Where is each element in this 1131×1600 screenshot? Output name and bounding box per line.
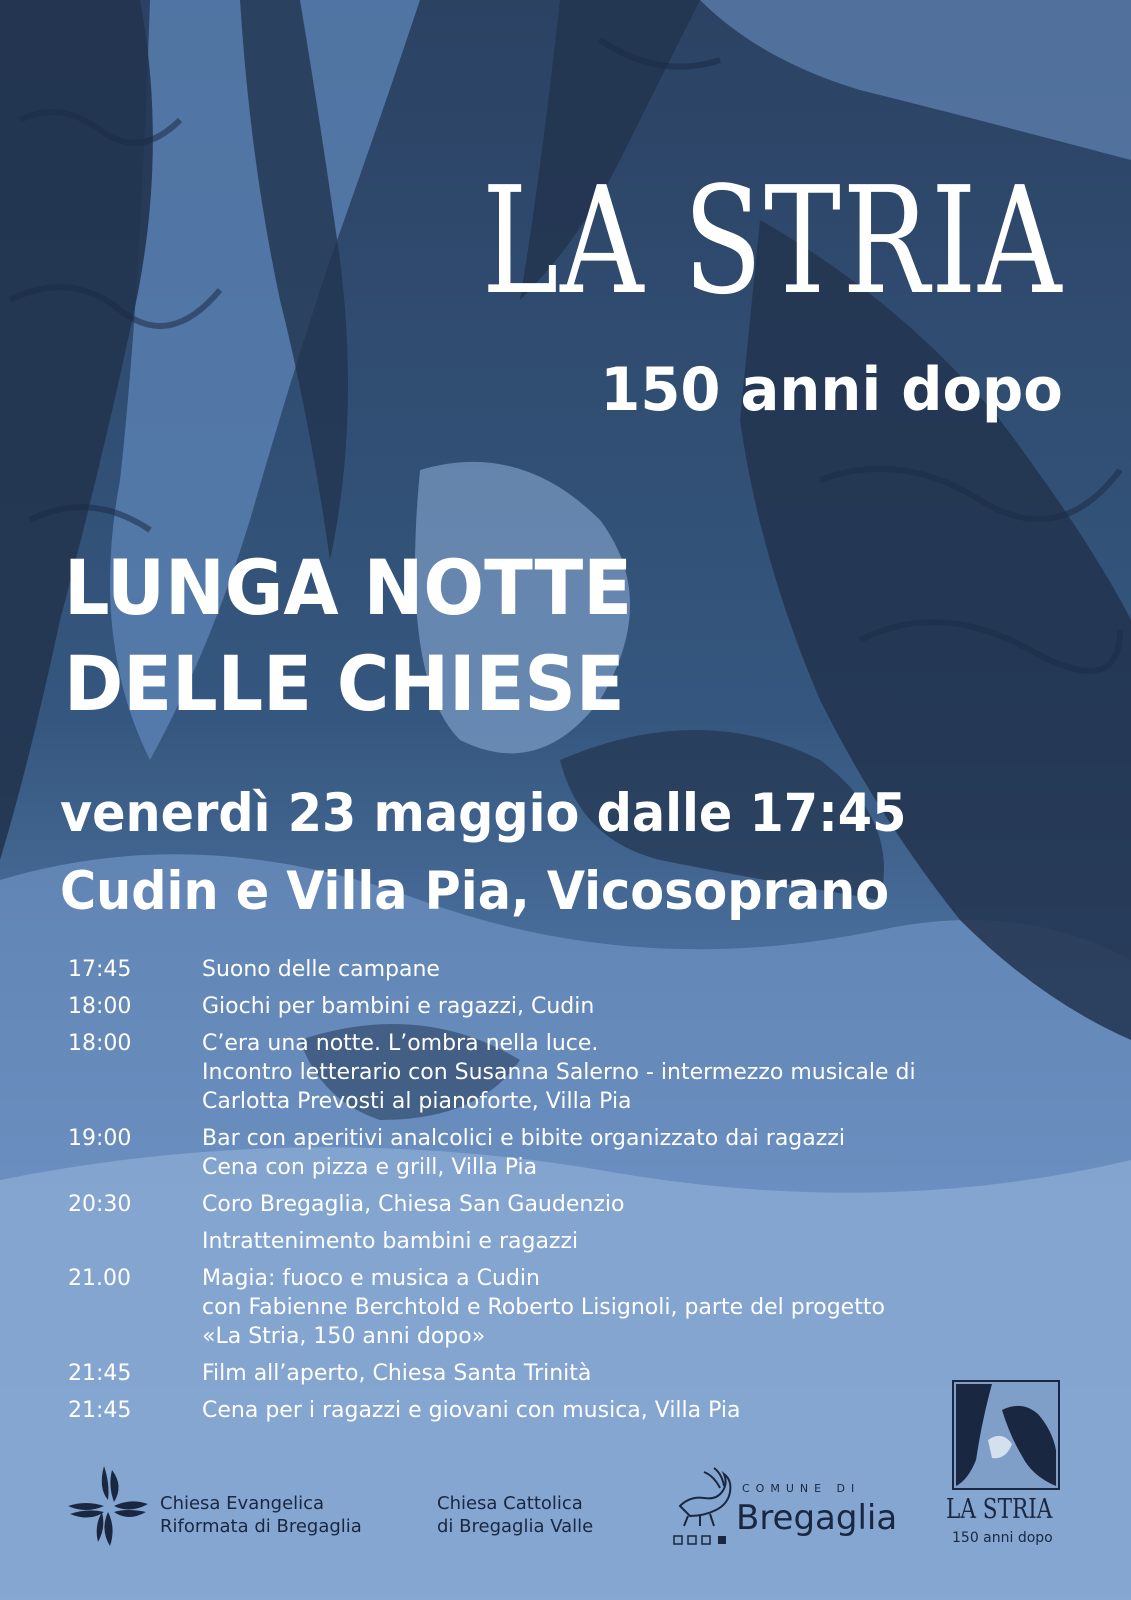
program-row <box>68 992 1068 1021</box>
program-row <box>68 1264 1068 1351</box>
program-row <box>68 1227 1068 1256</box>
program-description <box>202 955 440 984</box>
program-time: 19:00 <box>68 1126 132 1151</box>
evangelical-church-cross-icon <box>68 1466 148 1546</box>
program-description <box>202 1264 885 1351</box>
program-line: Cena per i ragazzi e giovani con musica, Villa Pia <box>202 1398 741 1423</box>
program-time: 20:30 <box>68 1192 132 1217</box>
bregaglia-squares-icon <box>672 1534 740 1546</box>
program-time <box>68 1227 202 1256</box>
program-line: Incontro letterario con Susanna Salerno - intermezzo musicale di <box>202 1060 916 1085</box>
event-title <box>64 540 632 732</box>
event-title-line-1: LUNGA NOTTE <box>64 543 633 632</box>
program-time: 18:00 <box>68 994 132 1019</box>
program-line: Carlotta Prevosti al pianoforte, Villa Pia <box>202 1089 632 1114</box>
comune-label: COMUNE DI <box>742 1482 861 1495</box>
program-line: «La Stria, 150 anni dopo» <box>202 1324 486 1349</box>
program-description <box>202 1124 845 1182</box>
program-line: Coro Bregaglia, Chiesa San Gaudenzio <box>202 1192 625 1217</box>
program-line: C’era una notte. L’ombra nella luce. <box>202 1031 599 1056</box>
poster-subtitle: 150 anni dopo <box>600 355 1063 425</box>
program-time: 21.00 <box>68 1266 131 1291</box>
program-description <box>202 1227 578 1256</box>
program-description <box>202 1190 624 1219</box>
program-list <box>68 955 1068 1433</box>
bregaglia-ibex-icon <box>670 1466 738 1530</box>
evangelical-church-name: Chiesa Evangelica Riformata di Bregaglia <box>160 1493 362 1537</box>
program-description <box>202 1359 591 1388</box>
program-row <box>68 1396 1068 1425</box>
program-description <box>202 1396 741 1425</box>
program-time: 21:45 <box>68 1361 132 1386</box>
program-row <box>68 1359 1068 1388</box>
la-stria-logo-subtitle: 150 anni dopo <box>952 1530 1053 1546</box>
program-time: 17:45 <box>68 957 132 982</box>
event-place: Cudin e Villa Pia, Vicosoprano <box>60 861 890 922</box>
program-row <box>68 955 1068 984</box>
program-line: Bar con aperitivi analcolici e bibite organizzato dai ragazzi <box>202 1126 845 1151</box>
program-time: 21:45 <box>68 1398 132 1423</box>
program-line: Intrattenimento bambini e ragazzi <box>202 1229 579 1254</box>
la-stria-logo-title: LA STRIA <box>946 1494 1053 1525</box>
program-line: Suono delle campane <box>202 957 440 982</box>
la-stria-logo-illustration <box>952 1380 1060 1490</box>
program-description <box>202 992 594 1021</box>
program-row <box>68 1190 1068 1219</box>
program-row <box>68 1124 1068 1182</box>
program-line: Cena con pizza e grill, Villa Pia <box>202 1155 538 1180</box>
program-line: Film all’aperto, Chiesa Santa Trinità <box>202 1361 592 1386</box>
program-description <box>202 1029 916 1116</box>
comune-name: Bregaglia <box>736 1498 898 1538</box>
program-time: 18:00 <box>68 1031 132 1056</box>
sponsor-footer <box>0 1460 1131 1600</box>
program-row <box>68 1029 1068 1116</box>
event-date: venerdì 23 maggio dalle 17:45 <box>60 783 907 844</box>
catholic-church-name: Chiesa Cattolica di Bregaglia Valle <box>437 1493 594 1537</box>
event-title-line-2: DELLE CHIESE <box>64 639 625 728</box>
program-line: Magia: fuoco e musica a Cudin <box>202 1266 540 1291</box>
poster-title: LA STRIA <box>481 155 1063 327</box>
program-line: con Fabienne Berchtold e Roberto Lisignoli, parte del progetto <box>202 1295 885 1320</box>
program-line: Giochi per bambini e ragazzi, Cudin <box>202 994 595 1019</box>
